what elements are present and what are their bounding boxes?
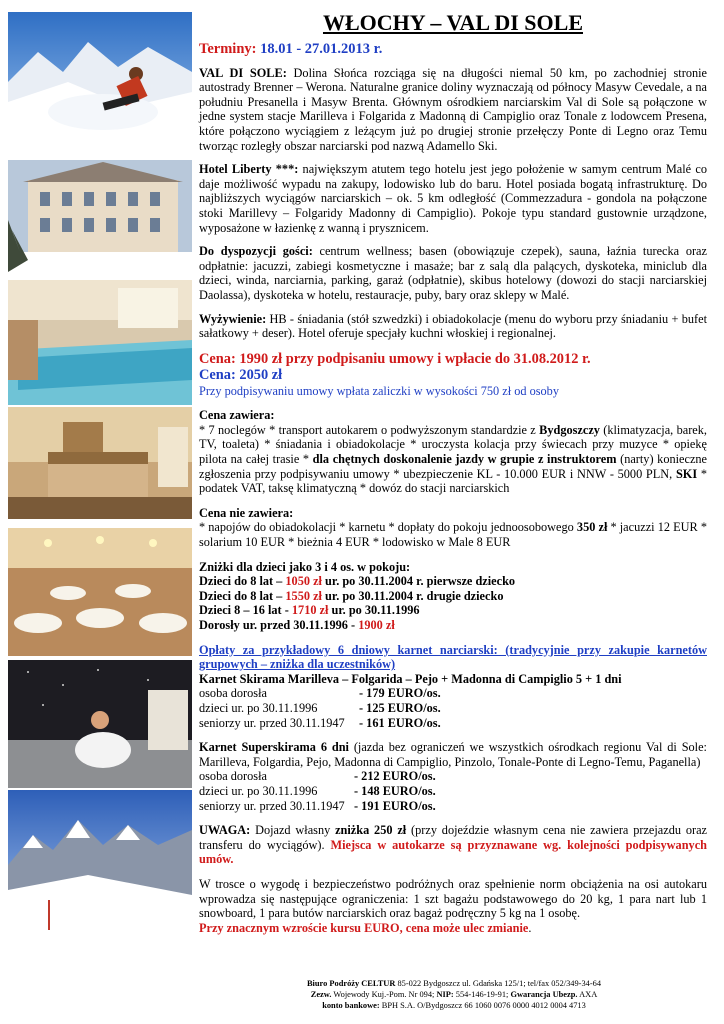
dates-value: 18.01 - 27.01.2013 r.: [260, 41, 383, 57]
price-row-value: - 148 EURO/os.: [354, 783, 436, 798]
footer-bank: BPH S.A. O/Bydgoszcz 66 1060 0076 0000 4012 0004 4713: [379, 1001, 586, 1010]
facilities-heading: Do dyspozycji gości:: [199, 244, 313, 259]
footer-company: Biuro Podróży CELTUR: [306, 979, 396, 988]
food-text: HB - śniadania (stół szwedzki) i obiadokolacje (menu do wyboru przy śniadaniu + bufet sałatkowy + deser). Hotel oferuje specjały kuchni włoskiej i regionalnej.: [199, 311, 707, 341]
discount-condition: ur. po 30.11.2004 r. drugie dziecko: [321, 588, 504, 603]
price-row-label: osoba dorosła: [199, 769, 267, 784]
warning-text-2: (przy dojeździe własnym cena nie zawiera przejazdu oraz transferu do wyciągów).: [199, 823, 707, 852]
discount-condition: ur. po 30.11.1996: [328, 603, 420, 618]
warning-red: Miejsca w autokarze są przyznawane wg. kolejności podpisywanych umów.: [199, 837, 707, 867]
price-row-label: osoba dorosła: [199, 686, 267, 701]
footer-insurance: AXA: [577, 990, 598, 999]
price-early: [199, 351, 707, 367]
footer-nip: 554-146-19-91;: [453, 990, 511, 999]
hotel-heading: Hotel Liberty ***:: [199, 162, 299, 177]
discount-label: Dzieci do 8 lat –: [199, 574, 286, 589]
skipass-1-title: Karnet Skirama Marilleva – Folgarida – Pejo + Madonna di Campiglio 5 + 1 dni: [199, 671, 622, 686]
discount-label: Dzieci do 8 lat –: [199, 588, 286, 603]
footer-address: 85-022 Bydgoszcz ul. Gdańska 125/1; tel/fax 052/349-34-64: [395, 979, 602, 988]
skipass-2-desc: (jazda bez ograniczeń we wszystkich ośrodkach regionu Val di Sole: Marilleva, Folgardia, Pejo, Madonna di Campiglio, Pinzolo, Tonale-Ponte di Legno-Temu, Paganella): [199, 740, 707, 769]
deposit-note: Przy podpisywaniu umowy wpłata zaliczki w wysokości 750 zł od osoby: [199, 383, 559, 398]
price-row: [199, 769, 707, 784]
price-early-condition: przy podpisaniu umowy i wpłacie do 31.08.2012 r.: [282, 350, 591, 367]
page-title: WŁOCHY – VAL DI SOLE: [322, 10, 583, 35]
includes-text-1: * 7 noclegów * transport autokarem o podwyższonym standardzie z: [199, 422, 540, 437]
price-row: [199, 686, 707, 701]
snowboarder-photo: [8, 12, 192, 152]
footer: [200, 978, 708, 1011]
excludes-heading: Cena nie zawiera:: [199, 505, 294, 520]
price-row-label: seniorzy ur. przed 30.11.1947: [199, 715, 345, 730]
price-row-label: dzieci ur. po 30.11.1996: [199, 783, 318, 798]
luggage-paragraph: [199, 877, 707, 935]
footer-bank-label: konto bankowe:: [322, 1001, 380, 1010]
restaurant-photo: [8, 528, 192, 656]
includes-text-2: (klimatyzacja, barek, TV, toaleta) * śniadania i obiadokolacje * uroczysta kolacja przy świecach przy muzyce * opiekę pilota na całej trasie *: [199, 422, 707, 467]
facilities-paragraph: [199, 244, 707, 302]
price-row: [199, 784, 707, 799]
includes-text-4: * podatek VAT, taksę klimatyczną * dowóz do stacji narciarskich: [199, 466, 707, 496]
discount-label: Dorosły ur. przed 30.11.1996 -: [199, 618, 359, 632]
discount-row: [199, 589, 707, 604]
intro-paragraph: [199, 66, 707, 154]
price-row-label: dzieci ur. po 30.11.1996: [199, 700, 318, 715]
footer-insurance-label: Gwarancja Ubezp.: [510, 990, 578, 999]
price-row: [199, 716, 707, 731]
footer-permit-label: Zezw.: [310, 990, 332, 999]
price-row-value: - 161 EURO/os.: [359, 715, 441, 730]
price-row: [199, 701, 707, 716]
skipass-section: [199, 643, 707, 731]
warning-heading: UWAGA:: [199, 823, 251, 838]
includes-heading: Cena zawiera:: [199, 408, 275, 423]
skipass-2-title: Karnet Superskirama 6 dni: [199, 740, 349, 755]
excludes-section: [199, 506, 707, 550]
price-early-label: Cena:: [199, 350, 240, 367]
hotel-room-photo: [8, 407, 192, 519]
indoor-pool-photo: [8, 280, 192, 405]
hotel-paragraph: [199, 162, 707, 235]
discount-row: [199, 574, 707, 589]
intro-text: Dolina Słońca rozciąga się na długości niemal 50 km, po zachodniej stronie autostrady Brenner – Werona. Naturalne granice doliny wyznaczają od północy Masyw Cevedale, a na południu Presanella i Masyw Brenta. Głównym ośrodkiem narciarskim Val di Sole są połączone w jedne system stacje Marilleva i Folgarida z Madonną di Campiglio oraz Tonale z lodowcem Presena, które połączono wyciągiem z leżącym już po drugiej stronie przełęczy Ponte di Legno oraz Temu tworząc rozległy obszar narciarski pod nazwą Adamello Ski.: [199, 65, 707, 153]
luggage-text: W trosce o wygodę i bezpieczeństwo podróżnych oraz spełnienie norm obciążenia na osi autokaru wprowadza się następujące ograniczenia: 1 szt bagażu podstawowego do 20 kg, 1 para nart lub 1 snowboard, 1 para butów narciarskich oraz bagaż podręczny 5 kg na 1 osobę.: [199, 876, 707, 921]
price-regular: Cena: 2050 zł: [199, 366, 283, 383]
discount-row: [199, 603, 707, 618]
includes-bold-1: Bydgoszczy: [539, 422, 600, 437]
excludes-bold-1: 350 zł: [576, 520, 608, 535]
intro-heading: VAL DI SOLE:: [199, 65, 287, 80]
hotel-facade-photo: [8, 160, 192, 272]
includes-bold-2: dla chętnych doskonalenie jazdy w grupie z instruktorem: [312, 452, 617, 467]
includes-bold-3: SKI: [675, 466, 698, 481]
discount-condition: ur. po 30.11.2004 r. pierwsze dziecko: [321, 574, 516, 589]
price-row: [199, 799, 707, 814]
price-row-value: - 212 EURO/os.: [354, 769, 436, 784]
warning-paragraph: [199, 823, 707, 867]
discounts-section: [199, 560, 707, 633]
mountain-slopes-photo: [8, 790, 192, 940]
price-early-value: 1990 zł: [239, 350, 283, 367]
food-heading: Wyżywienie:: [199, 311, 267, 326]
food-paragraph: [199, 312, 707, 341]
sauna-photo: [8, 660, 192, 788]
footer-nip-label: NIP:: [436, 990, 454, 999]
discount-price: 1710 zł: [291, 603, 329, 618]
excludes-text-2: * jacuzzi 12 EUR * solarium 10 EUR * bieżnia 4 EUR * lodowisko w Male 8 EUR: [199, 520, 707, 550]
discount-row: [199, 618, 707, 633]
main-content: [199, 10, 707, 944]
footer-permit: Wojewody Kuj.-Pom. Nr 094;: [331, 990, 437, 999]
dates-label: Terminy:: [199, 41, 257, 57]
currency-notice: Przy znacznym wzroście kursu EURO, cena może ulec zmianie: [199, 920, 529, 935]
discounts-heading: Zniżki dla dzieci jako 3 i 4 os. w pokoju:: [199, 559, 411, 574]
dates-line: [199, 42, 707, 57]
warning-bold: zniżka 250 zł: [335, 823, 407, 838]
facilities-text: centrum wellness; basen (obowiązuje czepek), sauna, łaźnia turecka oraz odpłatnie: jacuzzi, zabiegi kosmetyczne i masaże; bar z salą dla palących, dyskoteka, miniclub dla dzieci, winda, narciarnia, parking, garaż (odpłatnie), skibus hotelowy (dowozi do stacji narciarskiej Daolassa), dyskoteka w hotelu, restauracje, puby, bary oraz sklepy w Malé.: [199, 244, 707, 302]
discount-price: 1550 zł: [285, 588, 322, 603]
currency-notice-end: .: [528, 920, 532, 935]
excludes-text-1: * napojów do obiadokolacji * karnetu * dopłaty do pokoju jednoosobowego: [199, 520, 577, 535]
hotel-text: największym atutem tego hotelu jest jego położenie w samym centrum Malé co daje możliwość wypadu na zakupy, lodowisko lub do baru. Hotel posiada bogatą infrastrukturę. Do najbliższych wyciągów narciarskich – ok. 5 km odległość (Commezzadura - gondola na połączone stoki Marillevy – Folgaridy Madonny di Campiglio). Pokoje typu standard gustownie urządzone, wyposażone w łazienkę z wanną i prysznicem.: [199, 162, 707, 235]
price-row-label: seniorzy ur. przed 30.11.1947: [199, 798, 345, 813]
warning-text-1: Dojazd własny: [250, 823, 336, 838]
price-row-value: - 191 EURO/os.: [354, 798, 436, 813]
skipass-link[interactable]: Opłaty za przykładowy 6 dniowy karnet narciarski: (tradycyjnie przy zakupie karnetów grupowych – zniżka dla uczestników): [199, 642, 707, 672]
discount-price: 1050 zł: [285, 574, 322, 589]
includes-text-3: (narty) konieczne zgłoszenia przy podpisywaniu umowy * ubezpieczenie KL - 10.000 EUR i NNW - 5000 PLN,: [199, 452, 708, 481]
skipass-2-section: [199, 740, 707, 813]
price-row-value: - 125 EURO/os.: [359, 700, 441, 715]
includes-section: [199, 408, 707, 496]
price-row-value: - 179 EURO/os.: [359, 686, 441, 701]
discount-price: 1900 zł: [358, 618, 395, 632]
discount-label: Dzieci 8 – 16 lat -: [199, 603, 292, 618]
